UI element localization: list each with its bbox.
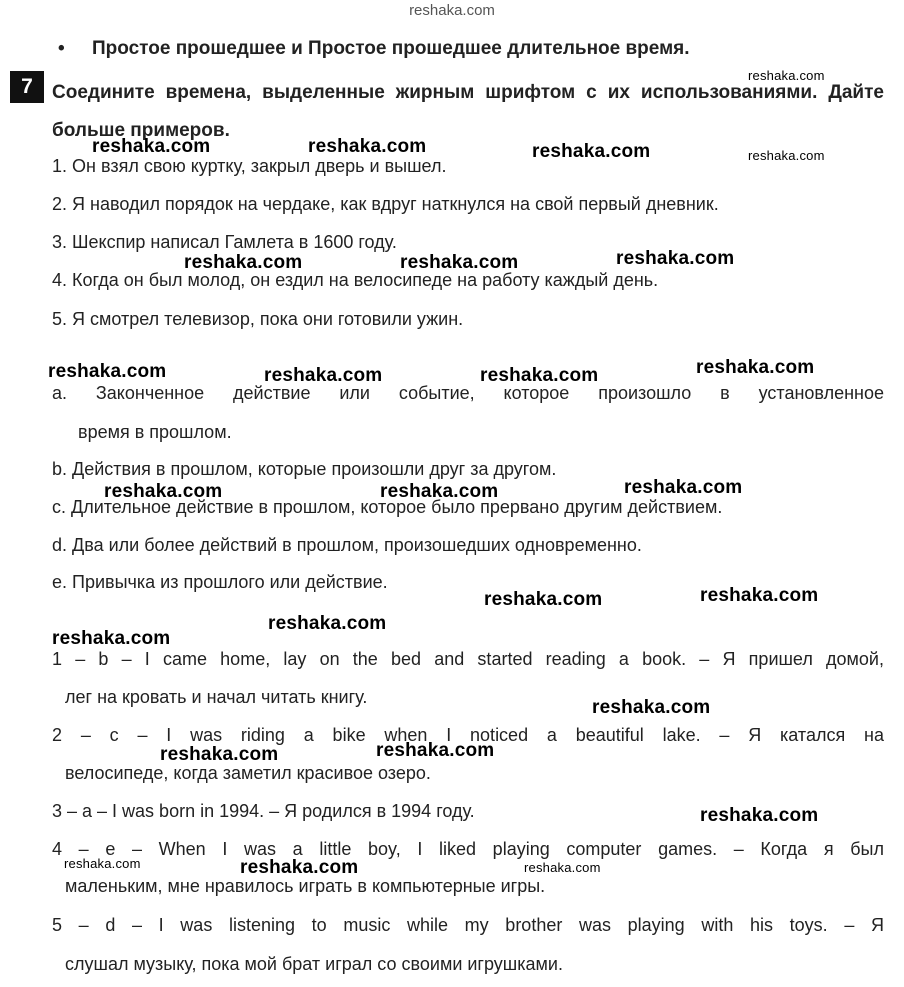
answer-1-line1: 1 – b – I came home, lay on the bed and started reading a book. – Я пришел домой, — [52, 649, 884, 669]
use-b: b. Действия в прошлом, которые произошли друг за другом. — [52, 459, 557, 479]
watermark: reshaka.com — [268, 613, 387, 634]
use-a-line1: a. Законченное действие или событие, которое произошло в установленное — [52, 383, 884, 403]
sentence-4: 4. Когда он был молод, он ездил на велосипеде на работу каждый день. — [52, 270, 659, 290]
watermark: reshaka.com — [484, 589, 603, 610]
answer-2-line2: велосипеде, когда заметил красивое озеро. — [65, 763, 431, 783]
watermark: reshaka.com — [308, 136, 427, 157]
section-heading: Простое прошедшее и Простое прошедшее длительное время. — [92, 38, 690, 59]
sentence-1: 1. Он взял свою куртку, закрыл дверь и вышел. — [52, 156, 447, 176]
watermark: reshaka.com — [592, 697, 711, 718]
watermark: reshaka.com — [92, 136, 211, 157]
exercise-number-badge: 7 — [10, 71, 44, 103]
watermark: reshaka.com — [184, 252, 303, 273]
answer-1-line2: лег на кровать и начал читать книгу. — [65, 687, 368, 707]
answer-2-line1: 2 – c – I was riding a bike when I noticed a beautiful lake. – Я катался на — [52, 725, 884, 745]
answer-5-line2: слушал музыку, пока мой брат играл со своими игрушками. — [65, 954, 563, 974]
watermark: reshaka.com — [616, 248, 735, 269]
use-a-line2: время в прошлом. — [78, 422, 232, 442]
answer-5-line1: 5 – d – I was listening to music while my brother was playing with his toys. – Я — [52, 915, 884, 935]
watermark: reshaka.com — [532, 141, 651, 162]
watermark: reshaka.com — [376, 740, 495, 761]
watermark: reshaka.com — [524, 860, 601, 875]
exercise-instruction: Соедините времена, выделенные жирным шрифтом с их использованиями. Дайте больше примеров. — [52, 82, 884, 141]
watermark: reshaka.com — [748, 68, 825, 83]
sentence-3: 3. Шекспир написал Гамлета в 1600 году. — [52, 232, 397, 252]
site-url-top: reshaka.com — [409, 2, 495, 19]
heading-bullet: • — [58, 38, 65, 59]
watermark: reshaka.com — [52, 628, 171, 649]
answer-4-line2: маленьким, мне нравилось играть в компьютерные игры. — [65, 876, 546, 896]
watermark: reshaka.com — [700, 585, 819, 606]
sentence-5: 5. Я смотрел телевизор, пока они готовили ужин. — [52, 309, 464, 329]
sentence-2: 2. Я наводил порядок на чердаке, как вдруг наткнулся на свой первый дневник. — [52, 194, 719, 214]
watermark: reshaka.com — [380, 481, 499, 502]
watermark: reshaka.com — [48, 361, 167, 382]
watermark: reshaka.com — [624, 477, 743, 498]
watermark: reshaka.com — [160, 744, 279, 765]
watermark: reshaka.com — [240, 857, 359, 878]
watermark: reshaka.com — [104, 481, 223, 502]
answer-3: 3 – a – I was born in 1994. – Я родился в 1994 году. — [52, 801, 475, 821]
watermark: reshaka.com — [748, 148, 825, 163]
answer-4-line1: 4 – e – When I was a little boy, I liked playing computer games. – Когда я был — [52, 839, 884, 859]
watermark: reshaka.com — [400, 252, 519, 273]
use-e: e. Привычка из прошлого или действие. — [52, 572, 388, 592]
watermark: reshaka.com — [264, 365, 383, 386]
use-c: c. Длительное действие в прошлом, которое было прервано другим действием. — [52, 497, 723, 517]
watermark: reshaka.com — [700, 805, 819, 826]
use-d: d. Два или более действий в прошлом, произошедших одновременно. — [52, 535, 642, 555]
watermark: reshaka.com — [696, 357, 815, 378]
watermark: reshaka.com — [480, 365, 599, 386]
watermark: reshaka.com — [64, 856, 141, 871]
